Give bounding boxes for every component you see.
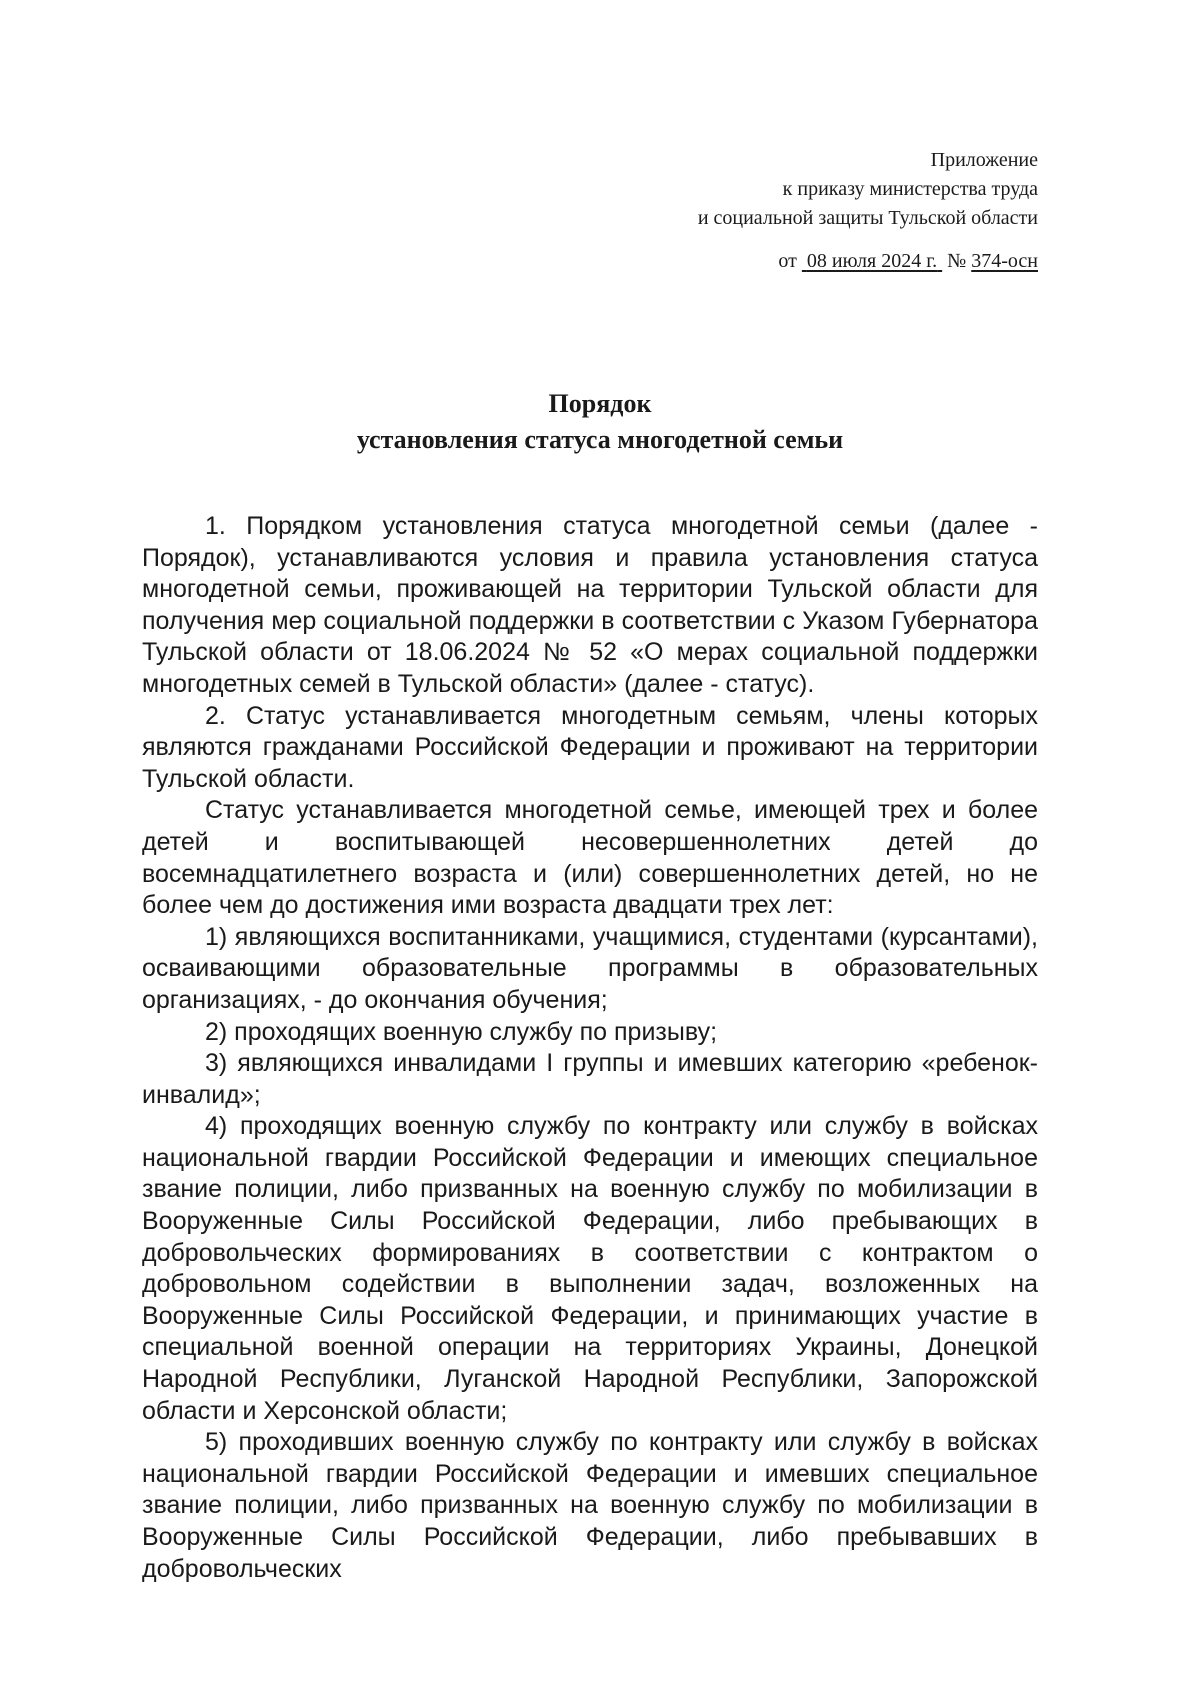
order-number: 374-осн [971, 250, 1038, 272]
paragraph-3: Статус устанавливается многодетной семье, имеющей трех и более детей и воспитывающей несовершеннолетних детей до восемнадцатилетнего возраста и (или) совершеннолетних детей, но не более чем до достижения ими возраста двадцати трех лет: [142, 796, 1038, 920]
list-item-4: 4) проходящих военную службу по контракту или службу в войсках национальной гвардии Российской Федерации и имеющих специальное звание полиции, либо призванных на военную службу по мобилизации в Вооруженные Силы Российской Федерации, либо пребывающих в добровольческих формированиях в соответствии с контрактом о добровольном содействии в выполнении задач, возложенных на Вооруженные Силы Российской Федерации, и принимающих участие в специальной военной операции на территориях Украины, Донецкой Народной Республики, Луганской Народной Республики, Запорожской области и Херсонской области; [142, 1112, 1038, 1425]
list-item-1: 1) являющихся воспитанниками, учащимися, студентами (курсантами), осваивающими образовательные программы в образовательных организациях, - до окончания обучения; [142, 922, 1038, 1014]
list-item-2: 2) проходящих военную службу по призыву; [205, 1017, 718, 1046]
order-number-sign: № [947, 250, 967, 272]
title-line-1: Порядок [548, 389, 652, 418]
appendix-order-ref: к приказу министерства труда [782, 178, 1038, 200]
document-body [142, 511, 1038, 1585]
order-date-number [778, 247, 1038, 276]
paragraph-1: 1. Порядком установления статуса многодетной семьи (далее - Порядок), устанавливаются условия и правила установления статуса многодетной семьи, проживающей на территории Тульской области для получения мер социальной поддержки в соответствии с Указом Губернатора Тульской области от 18.06.2024 № 52 «О мерах социальной поддержки многодетных семей в Тульской области» (далее - статус). [142, 512, 1038, 698]
list-item-3: 3) являющихся инвалидами I группы и имевших категорию «ребенок-инвалид»; [142, 1049, 1038, 1109]
appendix-label: Приложение [930, 149, 1038, 171]
list-item-5: 5) проходивших военную службу по контракту или службу в войсках национальной гвардии Российской Федерации и имевших специальное звание полиции, либо призванных на военную службу по мобилизации в Вооруженные Силы Российской Федерации, либо пребывавших в добровольческих [142, 1428, 1038, 1583]
appendix-ministry: и социальной защиты Тульской области [697, 207, 1038, 229]
document-title [0, 386, 1200, 458]
appendix-header [698, 146, 1038, 233]
paragraph-2: 2. Статус устанавливается многодетным семьям, члены которых являются гражданами Российской Федерации и проживают на территории Тульской области. [142, 701, 1038, 793]
title-line-2: установления статуса многодетной семьи [356, 425, 844, 454]
order-prefix: от [778, 250, 797, 272]
order-date: 08 июля 2024 г. [806, 250, 938, 272]
